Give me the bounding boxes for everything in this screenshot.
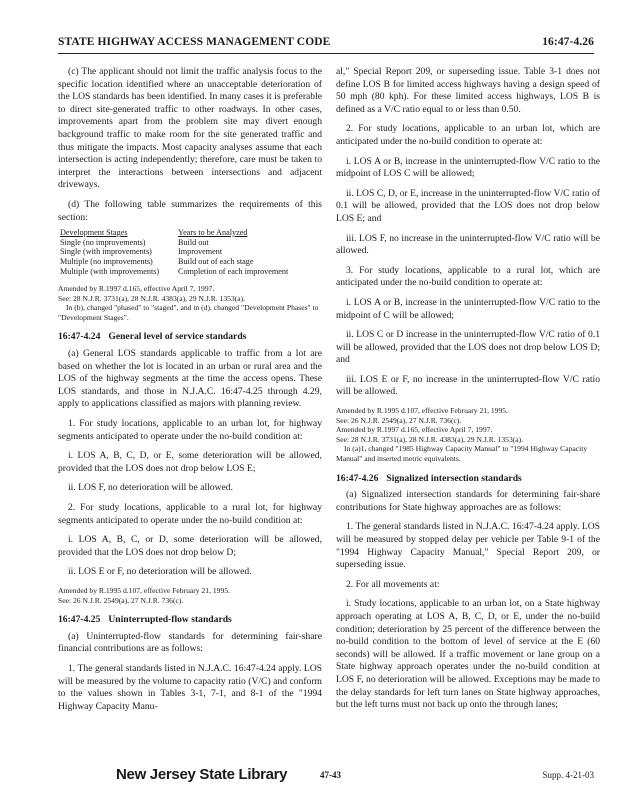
paragraph: i. LOS A, B, C, D, or E, some deterioration will be allowed, provided that the LOS does not drop below LOS E;: [58, 450, 322, 474]
paragraph: (a) General LOS standards applicable to traffic from a lot are based on whether the lot is located in an urban or rural area and the LOS of the highway segments at the time the access opens. These LOS standards, and those in N.J.A.C. 16:47-4.25 through 4.29, apply to applications classified as majors with planning review.: [58, 348, 322, 410]
paragraph: 3. For study locations, applicable to a rural lot, which are anticipated under the no-build condition to operate at:: [336, 264, 600, 289]
paragraph: ii. LOS C or D increase in the uninterrupted-flow V/C ratio of 0.1 will be allowed, provided that the LOS does not drop below LOS D; and: [336, 329, 600, 366]
table-row: [60, 267, 318, 277]
table-header-row: [60, 228, 318, 238]
paragraph: i. LOS A or B, increase in the uninterrupted-flow V/C ratio to the midpoint of C will be allowed;: [336, 296, 600, 321]
library-name: New Jersey State Library: [116, 766, 288, 783]
paragraph: i. Study locations, applicable to an urban lot, on a State highway approach operating at LOS A, B, C, D, or E, under the no-build condition; deterioration by 25 percent of the difference between the no-build condition to the bottom of level of service at the E (60 seconds) will be allowed. If a traffic movement or lane group on a State highway approach operates under the no-build condition at LOS F, no deterioration will be allowed. Exceptions may be made to the delay standards for left turn lanes on State highway approaches, but the left turns must not back up onto the through lanes;: [336, 598, 600, 711]
paragraph: 1. The general standards listed in N.J.A.C. 16:47-4.24 apply. LOS will be measured by the volume to capacity ratio (V/C) and conform to the values shown in Tables 3-1, 7-1, and 8-1 of the "1994 Highway Capacity Manu-: [58, 662, 322, 712]
table-row: [60, 238, 318, 248]
page-number: 47-43: [320, 770, 341, 780]
table-cell: Multiple (with improvements): [60, 266, 160, 276]
table-row: [60, 247, 318, 257]
amendment-line: Amended by R.1995 d.107, effective February 21, 1995.: [58, 585, 230, 595]
amendment-line: See: 26 N.J.R. 2549(a), 27 N.J.R. 736(c).: [58, 595, 184, 605]
paragraph: 1. The general standards listed in N.J.A.C. 16:47-4.24 apply. LOS will be measured by stopped delay per vehicle per Table 9-1 of the "1994 Highway Capacity Manual," Special Report 209, or superseding issue.: [336, 521, 600, 571]
amendment-line: In (b), changed "phased" to "staged", and in (d), changed "Development Phases" to "Development Stages".: [58, 303, 319, 322]
amendment-line: Amended by R.1997 d.165, effective April 7, 1997.: [336, 425, 493, 435]
table-cell: Single (no improvements): [60, 237, 146, 247]
section-number: 16:47-4.25: [58, 614, 101, 626]
table-cell: Completion of each improvement: [178, 266, 289, 276]
right-column: [336, 66, 600, 719]
page-footer: [58, 766, 594, 786]
paragraph-d: (d) The following table summarizes the requirements of this section:: [58, 198, 322, 223]
paragraph: 2. For study locations, applicable to an urban lot, which are anticipated under the no-build condition to operate at:: [336, 123, 600, 147]
paragraph: (a) Signalized intersection standards for determining fair-share contributions for State highway approaches are as follows:: [336, 489, 600, 513]
table-header-years: Years to be Analyzed: [178, 228, 248, 238]
paragraph: ii. LOS E or F, no deterioration will be allowed.: [68, 566, 252, 578]
table-row: [60, 257, 318, 267]
section-title: General level of service standards: [108, 331, 247, 343]
table-header-stages: Development Stages: [60, 228, 128, 238]
running-header: [58, 36, 594, 54]
header-rule: [58, 53, 594, 54]
amendment-note: [58, 284, 322, 322]
amendment-line: In (a)1, changed "1985 Highway Capacity Manual" to "1994 Highway Capacity Manual" and inserted metric equivalents.: [336, 444, 588, 464]
paragraph: ii. LOS C, D, or E, increase in the uninterrupted-flow V/C ratio of 0.1 will be allowed, provided that the LOS does not drop below LOS E; and: [336, 187, 600, 224]
paragraph: i. LOS A, B, C, or D, some deterioration will be allowed, provided that the LOS does not drop below D;: [58, 534, 322, 558]
paragraph: 2. For study locations, applicable to a rural lot, for highway segments anticipated to operate under the no-build condition at:: [58, 502, 322, 526]
paragraph: 1. For study locations, applicable to an urban lot, for highway segments anticipated to operate under the no-build condition at:: [58, 418, 322, 442]
table-cell: Single (with improvements): [60, 247, 152, 257]
paragraph: iii. LOS F, no increase in the uninterrupted-flow V/C ratio will be allowed.: [336, 232, 600, 257]
section-heading-4-26: [336, 473, 600, 486]
amendment-line: See: 28 N.J.R. 3731(a), 28 N.J.R. 4383(a), 29 N.J.R. 1353(a).: [58, 293, 246, 303]
table-cell: Improvement: [178, 247, 223, 257]
left-column: [58, 66, 322, 720]
section-number: 16:47-4.26: [336, 472, 379, 484]
section-heading-4-25: [58, 614, 322, 627]
section-title: Signalized intersection standards: [386, 472, 522, 484]
paragraph: iii. LOS E or F, no increase in the uninterrupted-flow V/C ratio will be allowed.: [336, 373, 600, 398]
section-heading-4-24: [58, 331, 322, 344]
paragraph: (a) Uninterrupted-flow standards for determining fair-share financial contributions are as follows:: [58, 630, 322, 655]
amendment-line: Amended by R.1997 d.165, effective April 7, 1997.: [58, 284, 215, 294]
table-cell: Multiple (no improvements): [60, 256, 153, 266]
supplement-date: Supp. 4-21-03: [542, 770, 594, 780]
section-title: Uninterrupted-flow standards: [108, 614, 232, 626]
development-stages-table: [60, 228, 318, 276]
header-section-number: 16:47-4.26: [542, 36, 594, 48]
table-cell: Build out: [178, 237, 209, 247]
paragraph-c: (c) The applicant should not limit the traffic analysis focus to the specific location identified where an unacceptable deterioration of the LOS standards has been identified. In many cases it is preferable to direct site-generated traffic to other roadways. In other cases, improvements apart from the problem site may divert enough background traffic to make room for the site generated traffic and thus mitigate the impacts. Most capacity analyses assume that each intersection is acting independently; therefore, care must be taken to interpret the interactions between intersections and adjacent driveways.: [58, 66, 322, 191]
paragraph: ii. LOS F, no deterioration will be allowed.: [68, 482, 233, 494]
paragraph: al," Special Report 209, or superseding issue. Table 3-1 does not define LOS B for limited access highways having a design speed of 50 mph (80 kph). For these limited access highways, LOS B is defined as a V/C ratio equal to or less than 0.50.: [336, 66, 600, 115]
paragraph: i. LOS A or B, increase in the uninterrupted-flow V/C ratio to the midpoint of LOS C will be allowed;: [336, 155, 600, 180]
table-cell: Build out of each stage: [178, 256, 254, 266]
amendment-line: See: 28 N.J.R. 3731(a), 28 N.J.R. 4383(a), 29 N.J.R. 1353(a).: [336, 434, 524, 444]
amendment-note: [336, 406, 600, 464]
amendment-note: [58, 586, 322, 605]
amendment-line: See: 26 N.J.R. 2549(a), 27 N.J.R. 736(c).: [336, 415, 462, 425]
paragraph: 2. For all movements at:: [346, 578, 440, 590]
amendment-line: Amended by R.1995 d.107, effective February 21, 1995.: [336, 406, 508, 416]
section-number: 16:47-4.24: [58, 331, 101, 343]
header-title: STATE HIGHWAY ACCESS MANAGEMENT CODE: [58, 36, 331, 48]
